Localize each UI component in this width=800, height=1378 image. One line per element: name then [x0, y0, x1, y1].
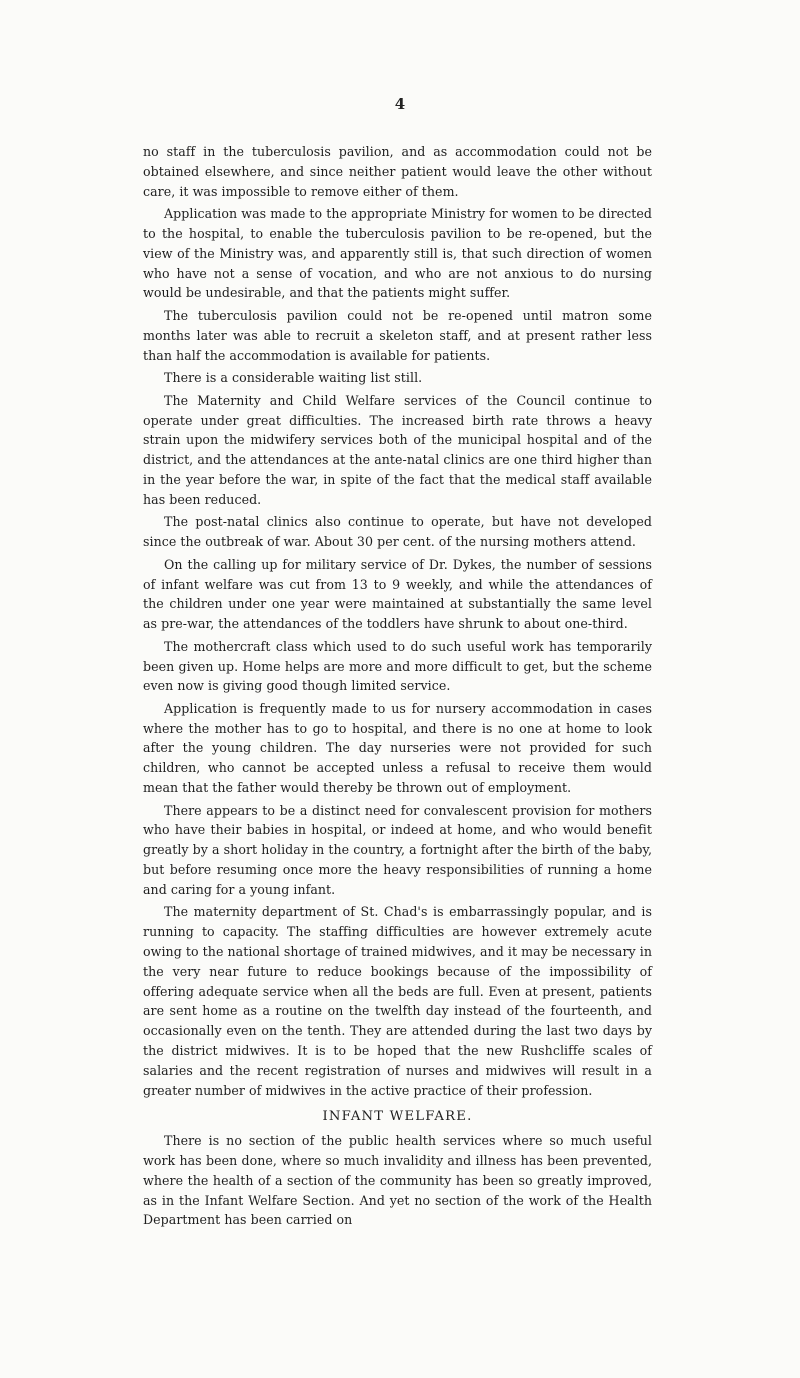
paragraph: There is no section of the public health services where so much useful work has been done, where so much invalidity and illness has been prevented, where the health of a section of the community has been so greatly improved, as in the Infant Welfare Section. And yet no section of the work of the Health Department has been carried on: [143, 1133, 652, 1228]
paragraph: The post-natal clinics also continue to operate, but have not developed since the outbreak of war. About 30 per cent. of the nursing mothers attend.: [143, 514, 652, 550]
paragraph: The tuberculosis pavilion could not be re-opened until matron some months later was able to recruit a skeleton staff, and at present rather less than half the accommodation is available for patients.: [143, 307, 652, 363]
paragraph: The maternity department of St. Chad's is embarrassingly popular, and is running to capacity. The staffing difficulties are however extremely acute owing to the national shortage of trained midwives, and it may be necessary in the very near future to reduce bookings because of the impossibility of offering adequate service when all the beds are full. Even at present, patients are sent home as a routine on the twelfth day instead of the fourteenth, and occasionally even on the tenth. They are attended during the last two days by the district midwives. It is to be hoped that the new Rushcliffe scales of salaries and the recent registration of nurses and midwives will result in a greater number of midwives in the active practice of their profession.: [143, 904, 652, 1098]
paragraph: Application was made to the appropriate Ministry for women to be directed to the hospital, to enable the tuberculosis pavilion to be re-opened, but the view of the Ministry was, and apparently still is, that such direction of women who have not a sense of vocation, and who are not anxious to do nursing would be undesirable, and that the patients might suffer.: [143, 206, 652, 301]
paragraph: The mothercraft class which used to do such useful work has temporarily been given up. Home helps are more and more difficult to get, but the scheme even now is giving good though limited service.: [143, 638, 652, 694]
paragraph: The Maternity and Child Welfare services of the Council continue to operate under great difficulties. The increased birth rate throws a heavy strain upon the midwifery services both of the municipal hospital and of the district, and the attendances at the ante-natal clinics are one third higher than in the year before the war, in spite of the fact that the medical staff available has been reduced.: [143, 392, 652, 507]
paragraph: Application is frequently made to us for nursery accommodation in cases where the mother has to go to hospital, and there is no one at home to look after the young children. The day nurseries were not provided for such children, who cannot be accepted unless a refusal to receive them would mean that the father would thereby be thrown out of employment.: [143, 700, 652, 796]
paragraph: There is a considerable waiting list still.: [164, 370, 423, 386]
body-text: [143, 142, 652, 1233]
paragraph: no staff in the tuberculosis pavilion, and as accommodation could not be obtained elsewhere, and since neither patient would leave the other without care, it was impossible to remove either of them.: [143, 144, 652, 199]
page-number: 4: [394, 95, 406, 113]
section-heading: INFANT WELFARE.: [322, 1109, 473, 1125]
paragraph: There appears to be a distinct need for convalescent provision for mothers who have their babies in hospital, or indeed at home, and who would benefit greatly by a short holiday in the country, a fortnight after the birth of the baby, but before resuming once more the heavy responsibilities of running a home and caring for a young infant.: [143, 802, 652, 897]
paragraph: On the calling up for military service of Dr. Dykes, the number of sessions of infant welfare was cut from 13 to 9 weekly, and while the attendances of the children under one year were maintained at substantially the same level as pre-war, the attendances of the toddlers have shrunk to about one-third.: [143, 556, 652, 632]
